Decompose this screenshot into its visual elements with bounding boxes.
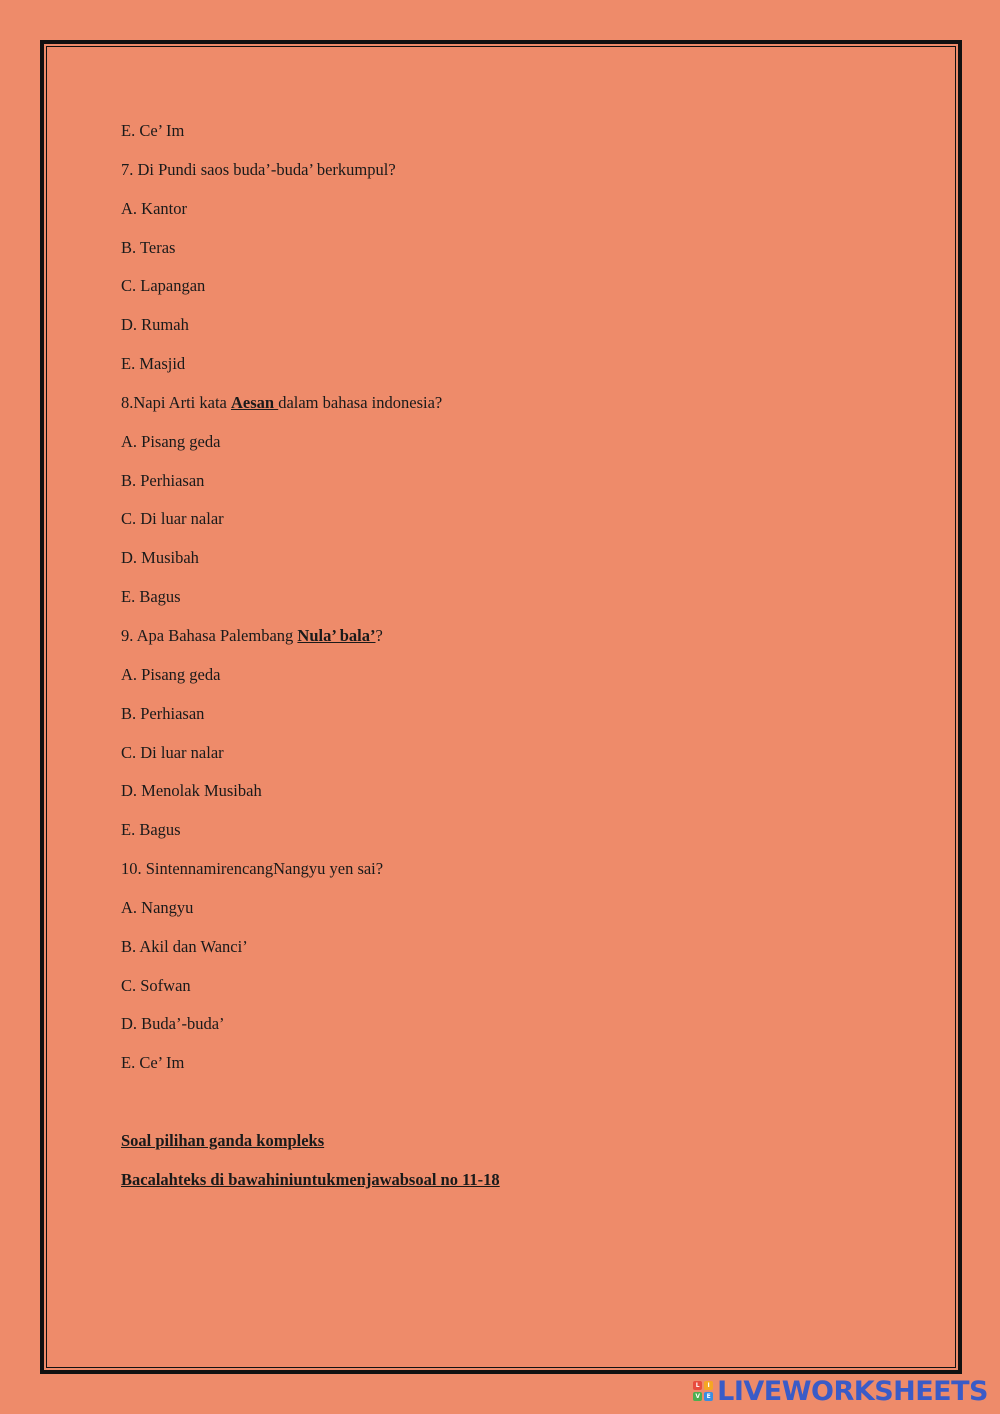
option-line: E. Ce’ Im: [121, 1053, 185, 1073]
question-10: 10. SintennamirencangNangyu yen sai?: [121, 859, 384, 879]
question-9: [121, 623, 921, 662]
option-line: D. Musibah: [121, 548, 199, 568]
question-8: [121, 390, 921, 429]
option-line: A. Pisang geda: [121, 431, 221, 451]
instruction-heading: Bacalahteks di bawahiniuntukmenjawabsoal no 11-18: [121, 1169, 500, 1189]
option-line: C. Lapangan: [121, 276, 206, 296]
question-7: 7. Di Pundi saos buda’-buda’ berkumpul?: [121, 159, 396, 179]
option-line: E. Bagus: [121, 587, 181, 607]
question-9-text-end: ?: [375, 625, 383, 645]
section-heading: Soal pilihan ganda kompleks: [121, 1130, 325, 1150]
worksheet-content: [121, 118, 921, 1206]
option-line: C. Di luar nalar: [121, 742, 224, 762]
option-line: E. Bagus: [121, 820, 181, 840]
option-line: D. Rumah: [121, 315, 189, 335]
question-8-keyword: Aesan: [230, 392, 279, 412]
option-line: A. Kantor: [121, 198, 187, 218]
logo-tile: L: [693, 1381, 702, 1390]
option-line: E. Masjid: [121, 354, 186, 374]
option-line: D. Menolak Musibah: [121, 781, 262, 801]
logo-tile: V: [693, 1392, 702, 1401]
question-8-text-end: dalam bahasa indonesia?: [278, 392, 443, 412]
option-line: B. Teras: [121, 237, 176, 257]
question-9-text: 9. Apa Bahasa Palembang: [121, 625, 298, 645]
option-line: C. Sofwan: [121, 975, 191, 995]
option-line: A. Nangyu: [121, 897, 194, 917]
liveworksheets-logo-icon: [693, 1381, 713, 1401]
option-line: C. Di luar nalar: [121, 509, 224, 529]
option-line: B. Akil dan Wanci’: [121, 936, 248, 956]
option-line: D. Buda’-buda’: [121, 1014, 225, 1034]
liveworksheets-watermark: [693, 1376, 988, 1406]
logo-tile: I: [704, 1381, 713, 1390]
watermark-text: LIVEWORKSHEETS: [717, 1375, 988, 1407]
blank-line: [121, 1089, 921, 1128]
question-8-text: 8.Napi Arti kata: [121, 392, 231, 412]
option-line: E. Ce’ Im: [121, 121, 185, 140]
option-line: B. Perhiasan: [121, 703, 205, 723]
option-line: B. Perhiasan: [121, 470, 205, 490]
option-line: A. Pisang geda: [121, 664, 221, 684]
logo-tile: E: [704, 1392, 713, 1401]
question-9-keyword: Nula’ bala’: [297, 625, 376, 645]
